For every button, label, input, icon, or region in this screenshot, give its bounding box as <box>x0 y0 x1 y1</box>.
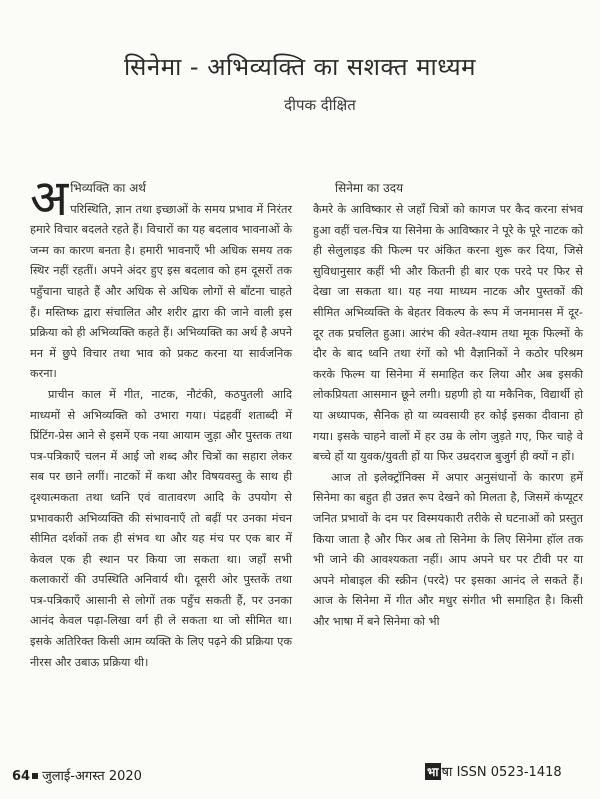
article-title: सिनेमा - अभिव्यक्ति का सशक्त माध्यम <box>123 53 477 81</box>
left-paragraph-2: प्राचीन काल में गीत, नाटक, नौटंकी, कठपुतली आदि माध्यमों से अभिव्यक्ति को उभारा गया। पंद्रहवीं शताब्दी में प्रिंटिंग-प्रेस आने से इसमें एक नया आयाम जुड़ा और पुस्तक तथा पत्र-पत्रिकाएँ चलन में आई जो शब्द और चित्रों का सहारा लेकर सब पर छाने लगीं। नाटकों में कथा और विषयवस्तु के साथ ही दृश्यात्मकता तथा ध्वनि एवं वातावरण आदि के उपयोग से प्रभावकारी अभिव्यक्ति की संभावनाएँ तो बढ़ीं पर उनका मंचन सीमित दर्शकों तक ही संभव था और यह मंच पर एक बार में केवल एक ही स्थान पर किया जा सकता था। जहाँ सभी कलाकारों की उपस्थिति अनिवार्य थी। दूसरी ओर पुस्तकें तथा पत्र-पत्रिकाएँ आसानी से लोगों तक पहुँच सकती हैं, पर उनका आनंद केवल पढ़ा-लिखा वर्ग ही ले सकता था जो सीमित था। इसके अतिरिक्त किसी आम व्यक्ति के लिए पढ़ने की प्रक्रिया एक नीरस और उबाऊ प्रक्रिया थी। <box>30 387 292 669</box>
magazine-logo-suffix: षा <box>441 765 453 780</box>
right-column <box>313 178 583 632</box>
left-paragraph-1-text: परिस्थिति, ज्ञान तथा इच्छाओं के समय प्रभाव में निरंतर हमारे विचार बदलते रहते हैं। विचारों का यह बदलाव भावनाओं के जन्म का कारण बनता है। हमारी भावनाएँ भी अधिक समय तक स्थिर नहीं रहतीं। अपने अंदर हुए इस बदलाव को हम दूसरों तक पहुँचाना चाहते हैं और अधिक से अधिक लोगों से बाँटना चाहते हैं। मस्तिष्क द्वारा संचालित और शरीर द्वारा की जाने वाली इस प्रक्रिया को ही अभिव्यक्ति कहते हैं। अभिव्यक्ति का अर्थ है अपने मन में छुपे विचार तथा भाव को प्रकट करना या सार्वजनिक करना। <box>30 202 292 381</box>
issn-number: ISSN 0523-1418 <box>456 765 562 780</box>
left-column <box>30 169 292 673</box>
left-heading: भिव्यक्ति का अर्थ <box>70 181 146 195</box>
footer-issue-info <box>12 766 142 784</box>
right-paragraph-2: आज तो इलेक्ट्रॉनिक्स में अपार अनुसंधानों के कारण हमें सिनेमा का बहुत ही उन्नत रूप देखने को मिलता है, जिसमें कंप्यूटर जनित प्रभावों के दम पर विस्मयकारी तरीके से घटनाओं को प्रस्तुत किया जाता है और फिर अब तो सिनेमा के लिए सिनेमा हॉल तक भी जाने की आवश्यकता नहीं। आप अपने घर पर टीवी पर या अपने मोबाइल की स्क्रीन (परदे) पर इसका आनंद ले सकते हैं। आज के सिनेमा में गीत और मधुर संगीत भी समाहित है। किसी और भाषा में बने सिनेमा को भी <box>313 470 583 628</box>
magazine-logo: भा <box>427 765 439 779</box>
left-paragraph-1 <box>30 169 292 385</box>
footer-magazine-info <box>425 762 562 780</box>
dropcap-letter: अ <box>30 169 69 227</box>
article-author: दीपक दीक्षित <box>284 96 356 114</box>
right-heading: सिनेमा का उदय <box>335 181 404 195</box>
page-number: 64 <box>12 769 31 784</box>
square-bullet-icon <box>32 773 38 779</box>
right-paragraph-1: कैमरे के आविष्कार से जहाँ चित्रों को कागज पर कैद करना संभव हुआ वहीं चल-चित्र या सिनेमा के आविष्कार ने पूरे के पूरे नाटक को ही सेलुलाइड की फिल्म पर अंकित करना शुरू कर दिया, जिसे सुविधानुसार कहीं भी और कितनी ही बार एक परदे पर फिर से देखा जा सकता था। यह नया माध्यम नाटक और पुस्तकों की सीमित अभिव्यक्ति के बेहतर विकल्प के रूप में जनमानस में दूर-दूर तक प्रचलित हुआ। आरंभ की श्वेत-श्याम तथा मूक फिल्मों के दौर के बाद ध्वनि तथा रंगों को भी वैज्ञानिकों ने कठोर परिश्रम करके फिल्म या सिनेमा में समाहित कर लिया और अब इसकी लोकप्रियता आसमान छूने लगी। ग्रहणी हो या मकैनिक, विद्यार्थी हो या अध्यापक, सैनिक हो या व्यवसायी हर कोई इसका दीवाना हो गया। इसके चाहने वालों में हर उम्र के लोग जुड़ते गए, फिर चाहे वे बच्चे हों या युवक/युवती हों या फिर उम्रदराज बुजुर्ग ही क्यों न हों। <box>313 203 583 464</box>
issue-date: जुलाई-अगस्त 2020 <box>42 769 142 784</box>
